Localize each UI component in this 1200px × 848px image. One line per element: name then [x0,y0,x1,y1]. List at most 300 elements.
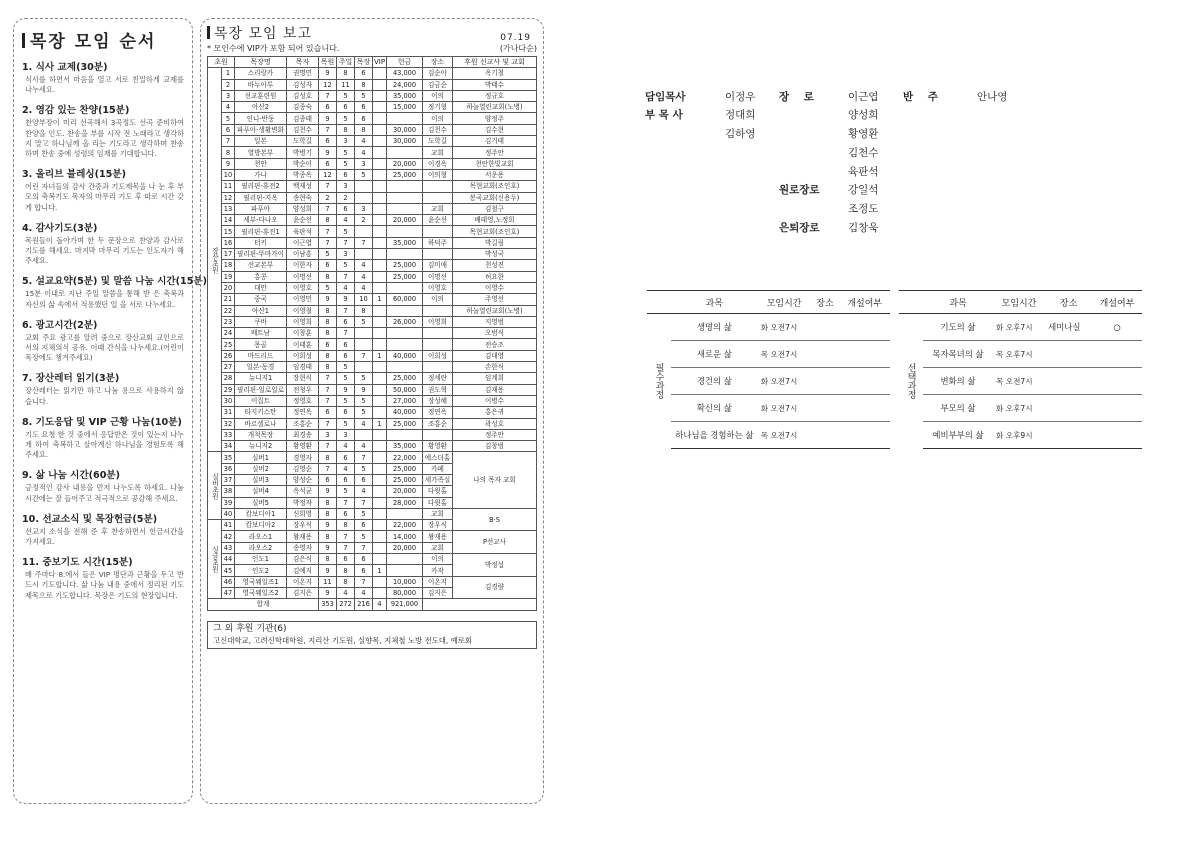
course-place [1045,395,1092,422]
member-count: 8 [319,271,337,282]
report-total-row [208,599,537,610]
leader-name: 이근엽 [287,237,319,248]
report-column-header: 목원 [319,57,337,68]
course-name: 목자목녀의 삶 [923,341,993,368]
course-place [810,368,839,395]
course-place [810,314,839,341]
sunday-count: 2 [337,192,355,203]
leader-name: 육판석 [287,226,319,237]
leader-name: 김지은 [287,587,319,598]
member-count: 7 [319,124,337,135]
deacon-name: 안나영 [977,91,1008,103]
senior-pastor-name: 이정우 [725,91,756,103]
elder-name: 이근엽 [848,91,879,103]
member-count: 8 [319,362,337,373]
offering: 80,000 [387,587,423,598]
row-number: 33 [222,429,235,440]
leader-name: 이영철 [287,305,319,316]
mokjang-name: 라오스2 [235,542,287,553]
leader-name: 이영희 [287,316,319,327]
row-number: 21 [222,294,235,305]
member-count: 9 [319,520,337,531]
sunday-count: 5 [337,373,355,384]
supported-mission: 손한식 [453,362,537,373]
course-row [647,341,890,368]
offering: 35,000 [387,90,423,101]
supported-mission: 정주안 [453,147,537,158]
sunday-count: 4 [337,215,355,226]
report-row [208,169,537,180]
mokjang-name: 영국웨일즈1 [235,576,287,587]
report-row [208,147,537,158]
leader-name: 김은식 [287,554,319,565]
member-count: 7 [319,203,337,214]
supported-mission: 김수현 [453,124,537,135]
row-number: 12 [222,192,235,203]
report-row [208,452,537,463]
offering [387,147,423,158]
report-row [208,181,537,192]
mokjang-name: 뉴니지1 [235,373,287,384]
supported-mission: 서운용 [453,169,537,180]
member-count: 7 [319,373,337,384]
supported-mission: 곽성호 [453,418,537,429]
offering: 14,000 [387,531,423,542]
supported-mission: 하늘열린교회(노병) [453,102,537,113]
report-row [208,136,537,147]
supported-mission: 전승조 [453,339,537,350]
row-number: 24 [222,328,235,339]
offering [387,362,423,373]
mokjang-count: 4 [355,260,373,271]
course-open [1092,422,1142,449]
mokjang-name: 필리핀-휴전2 [235,181,287,192]
course-name: 새로운 삶 [671,341,758,368]
row-number: 5 [222,113,235,124]
sunday-count: 4 [337,282,355,293]
total-offering: 921,000 [387,599,423,610]
report-column-header: 헌금 [387,57,423,68]
leader-name: 김성호 [287,90,319,101]
sunday-count: 7 [337,237,355,248]
report-column-header: 목자 [287,57,319,68]
leader-name: 김예지 [287,565,319,576]
row-number: 13 [222,203,235,214]
order-section-heading: 1. 식사 교제(30분) [22,62,108,73]
leader-name: 도학길 [287,136,319,147]
row-number: 20 [222,282,235,293]
member-count: 7 [319,181,337,192]
course-name: 경건의 삶 [671,368,758,395]
sunday-count: 5 [337,90,355,101]
mokjang-name: 실버1 [235,452,287,463]
mokjang-name: 중국 [235,294,287,305]
mokjang-name: 뉴니지2 [235,441,287,452]
group-name: 싱글초원 [208,520,222,599]
place: 조홍순 [423,418,453,429]
offering [387,305,423,316]
course-name: 변화의 삶 [923,368,993,395]
mokjang-count: 3 [355,158,373,169]
leader-name: 김종태 [287,113,319,124]
place: 카페 [423,463,453,474]
report-column-header: 장소 [423,57,453,68]
sunday-count: 8 [337,576,355,587]
leader-name: 왕재용 [287,531,319,542]
mokjang-count: 5 [355,531,373,542]
row-number: 3 [222,90,235,101]
place: 이의 [423,294,453,305]
leader-name: 박종옥 [287,169,319,180]
supported-mission: 홍은귀 [453,407,537,418]
place: 김지은 [423,587,453,598]
order-section-heading: 10. 선교소식 및 목장헌금(5분) [22,513,158,525]
course-row [647,368,890,395]
course-place [810,341,839,368]
sunday-count: 6 [337,508,355,519]
member-count: 7 [319,441,337,452]
vip-count [373,181,387,192]
mokjang-count: 7 [355,542,373,553]
row-number: 15 [222,226,235,237]
vip-count [373,328,387,339]
course-name: 확신의 삶 [671,395,758,422]
total-mokjang: 216 [355,599,373,610]
member-count: 3 [319,429,337,440]
offering [387,203,423,214]
leader-name: 이영호 [287,282,319,293]
course-header: 장소 [810,291,839,314]
report-row [208,328,537,339]
leader-name: 김성자 [287,79,319,90]
mokjang-count: 10 [355,294,373,305]
row-number: 46 [222,576,235,587]
supported-mission: 목현교회(조인호) [453,226,537,237]
member-count: 11 [319,576,337,587]
offering [387,554,423,565]
offering: 22,000 [387,452,423,463]
mokjang-count: 6 [355,102,373,113]
report-row [208,305,537,316]
sunday-count: 6 [337,350,355,361]
vip-count [373,249,387,260]
mokjang-name: 필리핀-뚜마가이 [235,249,287,260]
place: 다윗홀 [423,486,453,497]
mokjang-count [355,226,373,237]
member-count: 5 [319,249,337,260]
mokjang-name: 이집트 [235,395,287,406]
offering: 25,000 [387,260,423,271]
mokjang-name: 몽골 [235,339,287,350]
course-header: 과목 [671,291,758,314]
offering: 50,000 [387,384,423,395]
mokjang-count: 4 [355,147,373,158]
course-row [899,422,1142,449]
report-row [208,508,537,519]
offering: 20,000 [387,158,423,169]
mokjang-name: 실버2 [235,463,287,474]
row-number: 14 [222,215,235,226]
place: 카작 [423,565,453,576]
leader-name: 정영호 [287,395,319,406]
supported-mission: 김기태 [453,136,537,147]
offering [387,429,423,440]
member-count: 9 [319,294,337,305]
row-number: 11 [222,181,235,192]
offering [387,226,423,237]
supported-mission: 정규호 [453,90,537,101]
report-row [208,339,537,350]
leader-name: 신희영 [287,508,319,519]
row-number: 38 [222,486,235,497]
row-number: 34 [222,441,235,452]
place: 교회 [423,203,453,214]
leader-name: 이남흥 [287,249,319,260]
offering: 25,000 [387,271,423,282]
sunday-count: 5 [337,113,355,124]
member-count: 6 [319,136,337,147]
course-header: 모임시간 [993,291,1045,314]
place: 이의 [423,90,453,101]
supported-mission: 김경량 [453,576,537,599]
offering: 40,000 [387,350,423,361]
place: 권도혁 [423,384,453,395]
row-number: 19 [222,271,235,282]
supported-mission: 나의 목자 교회 [453,452,537,508]
mokjang-count: 4 [355,418,373,429]
mokjang-name: 실버3 [235,474,287,485]
supported-mission: 지영범 [453,316,537,327]
mokjang-count: 7 [355,350,373,361]
row-number: 30 [222,395,235,406]
member-count: 7 [319,418,337,429]
leader-name: 이태훈 [287,339,319,350]
leader-name: 양성순 [287,474,319,485]
leader-name: 전청우 [287,384,319,395]
report-row [208,237,537,248]
member-count: 7 [319,395,337,406]
report-row [208,294,537,305]
vip-count: 1 [373,418,387,429]
place: 하덕주 [423,237,453,248]
offering: 30,000 [387,136,423,147]
vip-count [373,260,387,271]
row-number: 6 [222,124,235,135]
vip-count [373,384,387,395]
report-row [208,576,537,587]
order-section-heading: 9. 삶 나눔 시간(60분) [22,470,121,482]
order-section-body: 기도 요청 한 것 중에서 응답받은 것이 있는지 나누게 하여 축복하고 살아계신 하나님을 경험토록 해주세요. [25,429,184,460]
course-header: 개설여부 [839,291,890,314]
leader-name: 정연옥 [287,407,319,418]
place: 세가족실 [423,474,453,485]
member-count: 6 [319,474,337,485]
report-row [208,192,537,203]
course-group-label: 선택과정 [905,363,916,400]
vip-count [373,508,387,519]
supported-mission: 천성진 [453,260,537,271]
order-section-body: 선교지 소식을 전해 준 후 찬송하면서 헌금시간을 가지세요. [25,526,184,547]
vip-count [373,395,387,406]
vip-count [373,554,387,565]
sunday-count: 5 [337,395,355,406]
supported-mission: 이영수 [453,282,537,293]
vip-count [373,339,387,350]
sunday-count: 5 [337,226,355,237]
sunday-count: 9 [337,294,355,305]
report-row [208,362,537,373]
supported-mission: 김철구 [453,203,537,214]
mokjang-name: 바르셀로나 [235,418,287,429]
member-count: 8 [319,350,337,361]
mokjang-count: 4 [355,282,373,293]
place: 다윗홀 [423,497,453,508]
course-row [899,395,1142,422]
place [423,181,453,192]
place: 왕재용 [423,531,453,542]
meeting-order-title: 목장 모임 순서 [22,27,184,52]
sunday-count: 6 [337,554,355,565]
report-row [208,531,537,542]
mokjang-name: 타지키스탄 [235,407,287,418]
mokjang-count [355,249,373,260]
report-body [208,68,537,610]
report-row [208,554,537,565]
leader-name: 이명선 [287,271,319,282]
offering: 24,000 [387,79,423,90]
mokjang-count: 7 [355,452,373,463]
mokjang-name: 천안 [235,158,287,169]
vip-count: 1 [373,565,387,576]
member-count: 8 [319,215,337,226]
supported-mission: 배태영,노정희 [453,215,537,226]
mokjang-count: 7 [355,497,373,508]
place: 도학길 [423,136,453,147]
sunday-count: 6 [337,474,355,485]
member-count: 7 [319,237,337,248]
member-count: 6 [319,158,337,169]
member-count: 9 [319,587,337,598]
emeritus-label: 원로장로 [779,184,820,196]
total-empty [423,599,537,610]
support-title: 그 외 후원 기관(6) [213,623,287,634]
sunday-count: 11 [337,79,355,90]
row-number: 22 [222,305,235,316]
report-row [208,203,537,214]
place: 윤순선 [423,215,453,226]
vip-count [373,441,387,452]
leader-name: 이한자 [287,260,319,271]
mokjang-name: 아산2 [235,102,287,113]
supported-mission: 주영선 [453,294,537,305]
vip-count: 1 [373,350,387,361]
order-section-body: 15분 이내로 지난 주일 말씀을 통해 받 은 축복과 자신의 삶 속에서 적용했던 일 을 서로 나누세요. [25,289,184,309]
course-time: 목 오전7시 [758,341,811,368]
sunday-count: 7 [337,305,355,316]
report-row [208,68,537,79]
leader-name: 이희성 [287,350,319,361]
row-number: 32 [222,418,235,429]
sunday-count: 6 [337,203,355,214]
report-title: 목장 모임 보고 [207,23,312,43]
report-note: * 모인수에 VIP가 포함 되어 있습니다. [207,44,340,53]
leader-name: 박정자 [287,497,319,508]
report-column-header: 주일 [337,57,355,68]
order-section-heading: 4. 감사기도(3분) [22,222,98,234]
mokjang-count: 6 [355,554,373,565]
sunday-count: 6 [337,407,355,418]
vip-count [373,362,387,373]
elder-name: 김천수 [848,147,879,159]
report-note-right: (가나다순) [499,44,537,53]
group-name: 실버초원 [208,452,222,520]
member-count: 5 [319,282,337,293]
member-count: 6 [319,102,337,113]
vip-count [373,169,387,180]
sunday-count: 3 [337,136,355,147]
mokjang-count: 6 [355,68,373,79]
place: 에스더홀 [423,452,453,463]
leader-name: 김천수 [287,124,319,135]
mokjang-count: 5 [355,90,373,101]
vip-count [373,486,387,497]
course-time: 목 오전7시 [758,422,811,449]
mokjang-count: 2 [355,215,373,226]
mokjang-name: 라오스1 [235,531,287,542]
course-place: 세미나실 [1045,314,1092,341]
mokjang-name: 홍콩 [235,271,287,282]
leader-name: 이창훈 [287,328,319,339]
report-row [208,215,537,226]
course-open [839,368,890,395]
place: 이명선 [423,271,453,282]
required-course-table [647,290,890,449]
row-number: 35 [222,452,235,463]
total-members: 353 [319,599,337,610]
vip-count [373,407,387,418]
mokjang-name: 일본-동경 [235,362,287,373]
vip-count [373,305,387,316]
sunday-count: 5 [337,260,355,271]
sunday-count: 5 [337,418,355,429]
elder-name: 양성희 [848,109,879,121]
row-number: 17 [222,249,235,260]
sunday-count: 7 [337,542,355,553]
row-number: 44 [222,554,235,565]
offering: 15,000 [387,102,423,113]
row-number: 41 [222,520,235,531]
report-column-header: 후원 선교사 및 교회 [453,57,537,68]
vip-count [373,542,387,553]
place: 이영희 [423,316,453,327]
mokjang-count: 5 [355,316,373,327]
mokjang-count: 4 [355,136,373,147]
sunday-count: 5 [337,486,355,497]
vip-count [373,497,387,508]
row-number: 9 [222,158,235,169]
member-count: 9 [319,113,337,124]
offering [387,181,423,192]
vip-count [373,520,387,531]
row-number: 39 [222,497,235,508]
offering: 27,000 [387,395,423,406]
course-header-row [647,291,890,314]
mokjang-name: 선교훈련원 [235,90,287,101]
vip-count [373,124,387,135]
leader-name: 경영자 [287,452,319,463]
vip-count [373,147,387,158]
leader-name: 양성희 [287,203,319,214]
